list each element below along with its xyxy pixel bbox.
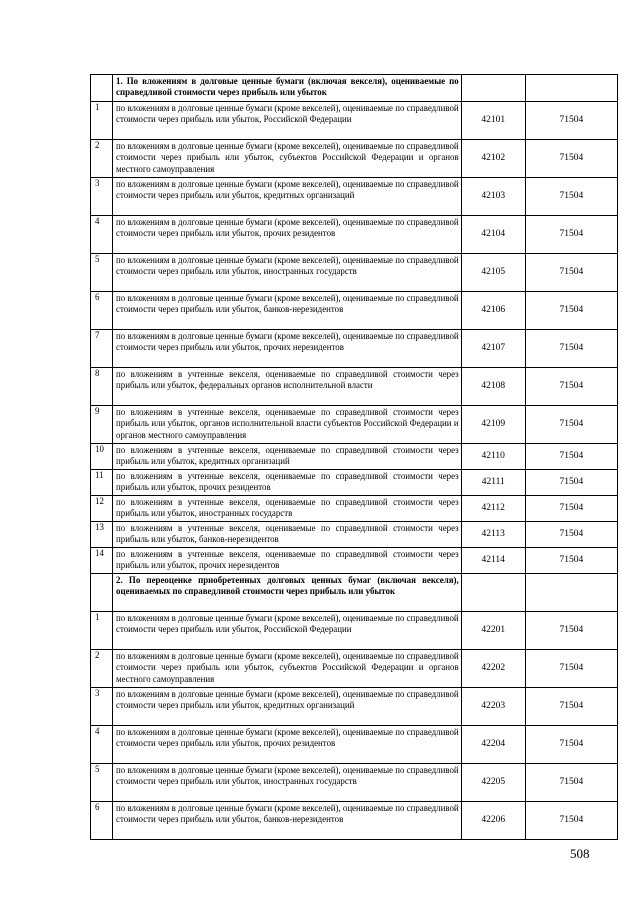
table-row [91, 548, 618, 574]
table-row [91, 254, 618, 292]
table-row [91, 470, 618, 496]
table-row [91, 764, 618, 802]
account-code [461, 574, 525, 612]
table-row [91, 292, 618, 330]
table-row [91, 726, 618, 764]
row-description: по вложениям в долговые ценные бумаги (кроме векселей), оцениваемые по справедливой стоимости через прибыль или убыток, банков-нерезидентов [113, 802, 462, 840]
row-number: 2 [91, 140, 113, 178]
corresponding-account: 71504 [525, 612, 617, 650]
accounts-table-body [91, 75, 618, 840]
corresponding-account: 71504 [525, 216, 617, 254]
corresponding-account [525, 574, 617, 612]
account-code: 42206 [461, 802, 525, 840]
table-row [91, 522, 618, 548]
page-number: 508 [570, 846, 590, 861]
account-code: 42102 [461, 140, 525, 178]
table-row [91, 650, 618, 688]
row-number: 6 [91, 292, 113, 330]
corresponding-account: 71504 [525, 688, 617, 726]
row-description: по вложениям в долговые ценные бумаги (кроме векселей), оцениваемые по справедливой стоимости через прибыль или убыток, кредитных организаций [113, 178, 462, 216]
table-row [91, 216, 618, 254]
row-description: по вложениям в долговые ценные бумаги (кроме векселей), оцениваемые по справедливой стоимости через прибыль или убыток, кредитных организаций [113, 688, 462, 726]
row-number: 7 [91, 330, 113, 368]
row-description: 1. По вложениям в долговые ценные бумаги (включая векселя), оцениваемые по справедливой стоимости через прибыль или убыток [113, 75, 462, 102]
corresponding-account: 71504 [525, 548, 617, 574]
account-code: 42109 [461, 406, 525, 444]
row-number: 13 [91, 522, 113, 548]
corresponding-account: 71504 [525, 802, 617, 840]
account-code: 42113 [461, 522, 525, 548]
account-code: 42201 [461, 612, 525, 650]
row-number: 5 [91, 764, 113, 802]
account-code: 42108 [461, 368, 525, 406]
account-code [461, 75, 525, 102]
account-code: 42203 [461, 688, 525, 726]
section-header-row [91, 75, 618, 102]
row-number: 3 [91, 688, 113, 726]
account-code: 42106 [461, 292, 525, 330]
row-number: 3 [91, 178, 113, 216]
table-row [91, 688, 618, 726]
corresponding-account: 71504 [525, 102, 617, 140]
account-code: 42112 [461, 496, 525, 522]
row-number: 5 [91, 254, 113, 292]
row-description: по вложениям в учтенные векселя, оцениваемые по справедливой стоимости через прибыль или убыток, федеральных органов исполнительной власти [113, 368, 462, 406]
table-row [91, 496, 618, 522]
row-number: 4 [91, 216, 113, 254]
row-description: по вложениям в долговые ценные бумаги (кроме векселей), оцениваемые по справедливой стоимости через прибыль или убыток, иностранных государств [113, 254, 462, 292]
row-description: по вложениям в учтенные векселя, оцениваемые по справедливой стоимости через прибыль или убыток, кредитных организаций [113, 444, 462, 470]
corresponding-account: 71504 [525, 470, 617, 496]
row-description: по вложениям в долговые ценные бумаги (кроме векселей), оцениваемые по справедливой стоимости через прибыль или убыток, прочих нерезидентов [113, 330, 462, 368]
row-number: 10 [91, 444, 113, 470]
corresponding-account: 71504 [525, 406, 617, 444]
corresponding-account: 71504 [525, 368, 617, 406]
row-description: по вложениям в долговые ценные бумаги (кроме векселей), оцениваемые по справедливой стоимости через прибыль или убыток, прочих резидентов [113, 216, 462, 254]
row-description: по вложениям в учтенные векселя, оцениваемые по справедливой стоимости через прибыль или убыток, прочих резидентов [113, 470, 462, 496]
corresponding-account: 71504 [525, 496, 617, 522]
row-description: по вложениям в долговые ценные бумаги (кроме векселей), оцениваемые по справедливой стоимости через прибыль или убыток, Российской Федерации [113, 612, 462, 650]
corresponding-account: 71504 [525, 444, 617, 470]
table-row [91, 178, 618, 216]
corresponding-account: 71504 [525, 726, 617, 764]
account-code: 42104 [461, 216, 525, 254]
corresponding-account: 71504 [525, 178, 617, 216]
table-row [91, 330, 618, 368]
corresponding-account: 71504 [525, 254, 617, 292]
row-number: 8 [91, 368, 113, 406]
account-code: 42110 [461, 444, 525, 470]
table-row [91, 368, 618, 406]
row-number: 1 [91, 102, 113, 140]
row-description: по вложениям в долговые ценные бумаги (кроме векселей), оцениваемые по справедливой стоимости через прибыль или убыток, иностранных государств [113, 764, 462, 802]
row-number: 4 [91, 726, 113, 764]
table-row [91, 444, 618, 470]
table-row [91, 612, 618, 650]
row-description: по вложениям в долговые ценные бумаги (кроме векселей), оцениваемые по справедливой стоимости через прибыль или убыток, Российской Федерации [113, 102, 462, 140]
row-number: 14 [91, 548, 113, 574]
account-code: 42114 [461, 548, 525, 574]
row-description: по вложениям в долговые ценные бумаги (кроме векселей), оцениваемые по справедливой стоимости через прибыль или убыток, субъектов Российской Федерации и органов местного самоуправления [113, 650, 462, 688]
corresponding-account: 71504 [525, 522, 617, 548]
account-code: 42205 [461, 764, 525, 802]
row-description: по вложениям в учтенные векселя, оцениваемые по справедливой стоимости через прибыль или убыток, иностранных государств [113, 496, 462, 522]
section-header-row [91, 574, 618, 612]
account-code: 42202 [461, 650, 525, 688]
corresponding-account [525, 75, 617, 102]
row-number: 1 [91, 612, 113, 650]
account-code: 42111 [461, 470, 525, 496]
row-description: по вложениям в долговые ценные бумаги (кроме векселей), оцениваемые по справедливой стоимости через прибыль или убыток, субъектов Российской Федерации и органов местного самоуправления [113, 140, 462, 178]
account-code: 42107 [461, 330, 525, 368]
row-number: 6 [91, 802, 113, 840]
account-code: 42103 [461, 178, 525, 216]
account-code: 42101 [461, 102, 525, 140]
table-row [91, 140, 618, 178]
row-number: 12 [91, 496, 113, 522]
row-number: 9 [91, 406, 113, 444]
table-row [91, 406, 618, 444]
account-code: 42105 [461, 254, 525, 292]
row-number [91, 75, 113, 102]
accounts-table [90, 74, 618, 840]
corresponding-account: 71504 [525, 330, 617, 368]
row-description: по вложениям в учтенные векселя, оцениваемые по справедливой стоимости через прибыль или убыток, прочих нерезидентов [113, 548, 462, 574]
row-description: 2. По переоценке приобретенных долговых ценных бумаг (включая векселя), оцениваемых по справедливой стоимости через прибыль или убыток [113, 574, 462, 612]
corresponding-account: 71504 [525, 650, 617, 688]
corresponding-account: 71504 [525, 764, 617, 802]
row-number [91, 574, 113, 612]
account-code: 42204 [461, 726, 525, 764]
row-number: 11 [91, 470, 113, 496]
row-description: по вложениям в долговые ценные бумаги (кроме векселей), оцениваемые по справедливой стоимости через прибыль или убыток, банков-нерезидентов [113, 292, 462, 330]
table-row [91, 802, 618, 840]
row-description: по вложениям в учтенные векселя, оцениваемые по справедливой стоимости через прибыль или убыток, банков-нерезидентов [113, 522, 462, 548]
row-description: по вложениям в долговые ценные бумаги (кроме векселей), оцениваемые по справедливой стоимости через прибыль или убыток, прочих резидентов [113, 726, 462, 764]
row-number: 2 [91, 650, 113, 688]
corresponding-account: 71504 [525, 140, 617, 178]
corresponding-account: 71504 [525, 292, 617, 330]
table-row [91, 102, 618, 140]
row-description: по вложениям в учтенные векселя, оцениваемые по справедливой стоимости через прибыль или убыток, органов исполнительной власти субъектов Российской Федерации и органов местного самоуправления [113, 406, 462, 444]
